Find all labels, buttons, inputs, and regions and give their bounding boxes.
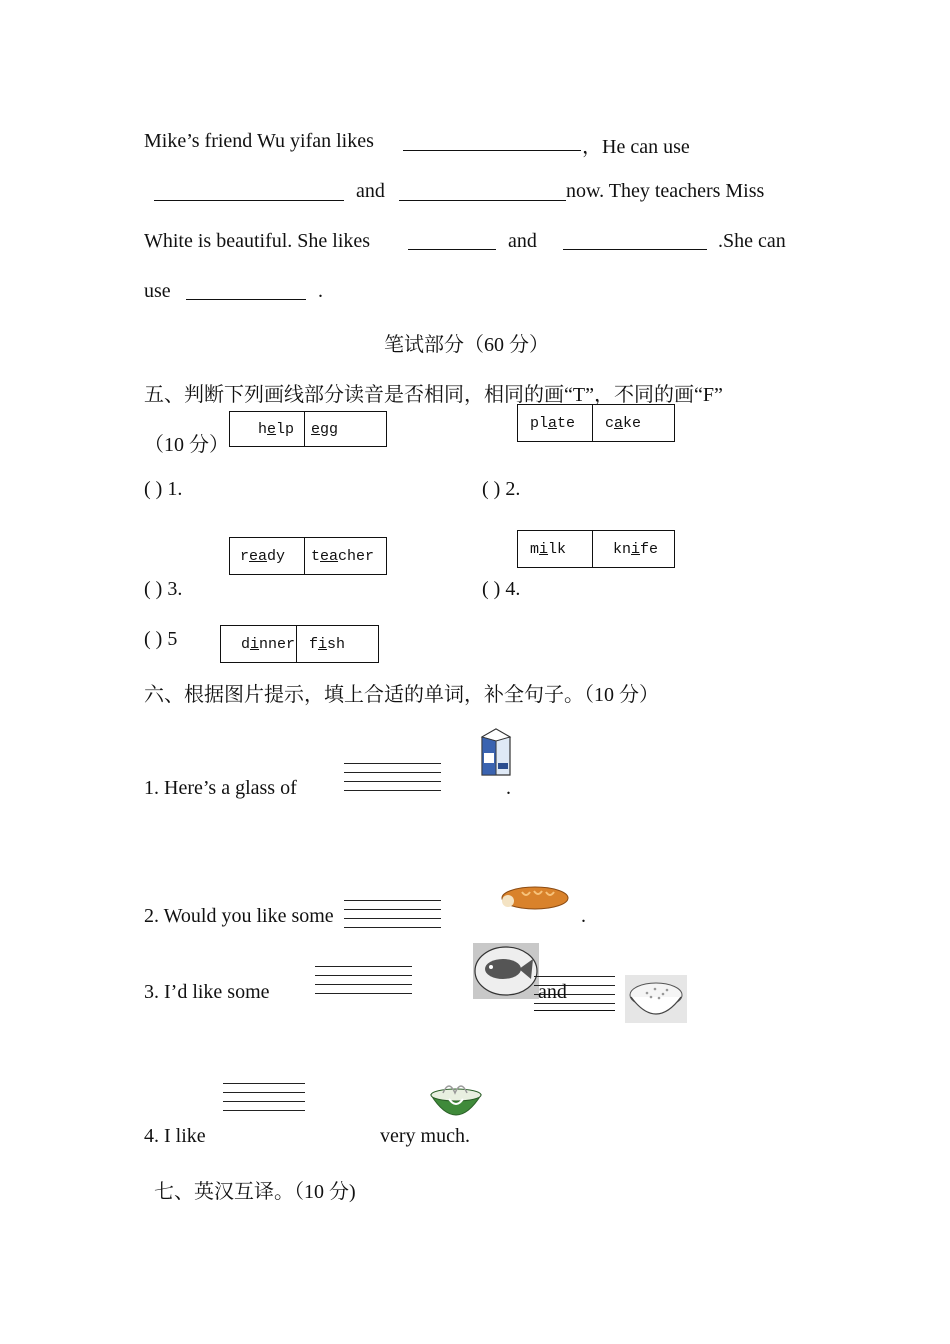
word-fish: f i sh (296, 626, 378, 662)
sentence-4: 4. I like (144, 1125, 206, 1147)
word-ready: r ea dy (240, 547, 286, 565)
word-cake: c a ke (592, 405, 674, 441)
section6-title: 六、根据图片提示，填上合适的单词，补全句子。（10 分） (144, 684, 659, 706)
sentence-4-end: very much. (380, 1125, 470, 1147)
para-line2-and: and (356, 180, 385, 202)
blank-6[interactable] (186, 299, 306, 300)
writing-lines-3[interactable] (315, 966, 412, 994)
word-pair-box-1 (229, 411, 387, 447)
blank-2[interactable] (154, 200, 344, 201)
section5-score: （10 分） (144, 434, 229, 456)
sentence-3-and: and (538, 981, 567, 1003)
noodle-bowl-icon (429, 1081, 483, 1121)
writing-lines-1[interactable] (344, 763, 441, 791)
word-pair-box-5 (220, 625, 379, 663)
sentence-1-period: . (506, 777, 511, 799)
para-line1-text-b: ，He can use (582, 136, 690, 158)
para-line3-and: and (508, 230, 537, 252)
rice-bowl-icon (625, 975, 687, 1023)
word-dinner: d i nner (241, 635, 296, 653)
para-line3-text-b: .She can (718, 230, 786, 252)
para-line4-text: use (144, 280, 171, 302)
blank-4[interactable] (408, 249, 496, 250)
word-teacher: t ea cher (304, 538, 386, 574)
question-4: ( ) 4. (482, 578, 521, 600)
word-milk: m i lk (530, 540, 567, 558)
question-2: ( ) 2. (482, 478, 521, 500)
word-help: h e lp (258, 420, 295, 438)
word-pair-box-4 (517, 530, 675, 568)
word-plate: pl a te (530, 414, 576, 432)
milk-carton-icon (478, 727, 514, 777)
fish-plate-icon (473, 943, 539, 999)
para-line3-text: White is beautiful. She likes (144, 230, 371, 252)
question-1: ( ) 1. (144, 478, 183, 500)
sentence-2: 2. Would you like some (144, 905, 334, 927)
blank-3[interactable] (399, 200, 566, 201)
blank-5[interactable] (563, 249, 707, 250)
question-3: ( ) 3. (144, 578, 183, 600)
word-pair-box-3 (229, 537, 387, 575)
sentence-1: 1. Here’s a glass of (144, 777, 297, 799)
para-line4-end: . (318, 280, 323, 302)
para-line2-text: now. They teachers Miss (566, 180, 765, 202)
writing-lines-5[interactable] (223, 1083, 305, 1111)
blank-1[interactable] (403, 150, 581, 151)
writing-line-4-base[interactable] (534, 1010, 615, 1011)
word-egg: e gg (304, 412, 386, 446)
word-pair-box-2 (517, 404, 675, 442)
writing-lines-2[interactable] (344, 900, 441, 928)
sentence-2-period: . (581, 905, 586, 927)
bread-icon (500, 882, 570, 912)
section7-title: 七、英汉互译。（10 分) (154, 1181, 356, 1203)
section5-title: 五、判断下列画线部分读音是否相同，相同的画“T”，不同的画“F” (144, 384, 723, 406)
sentence-3: 3. I’d like some (144, 981, 270, 1003)
question-5: ( ) 5 (144, 628, 178, 650)
para-line1-text: Mike’s friend Wu yifan likes (144, 130, 374, 152)
word-knife: kn i fe (592, 531, 674, 567)
written-part-title: 笔试部分（60 分） (384, 334, 549, 356)
